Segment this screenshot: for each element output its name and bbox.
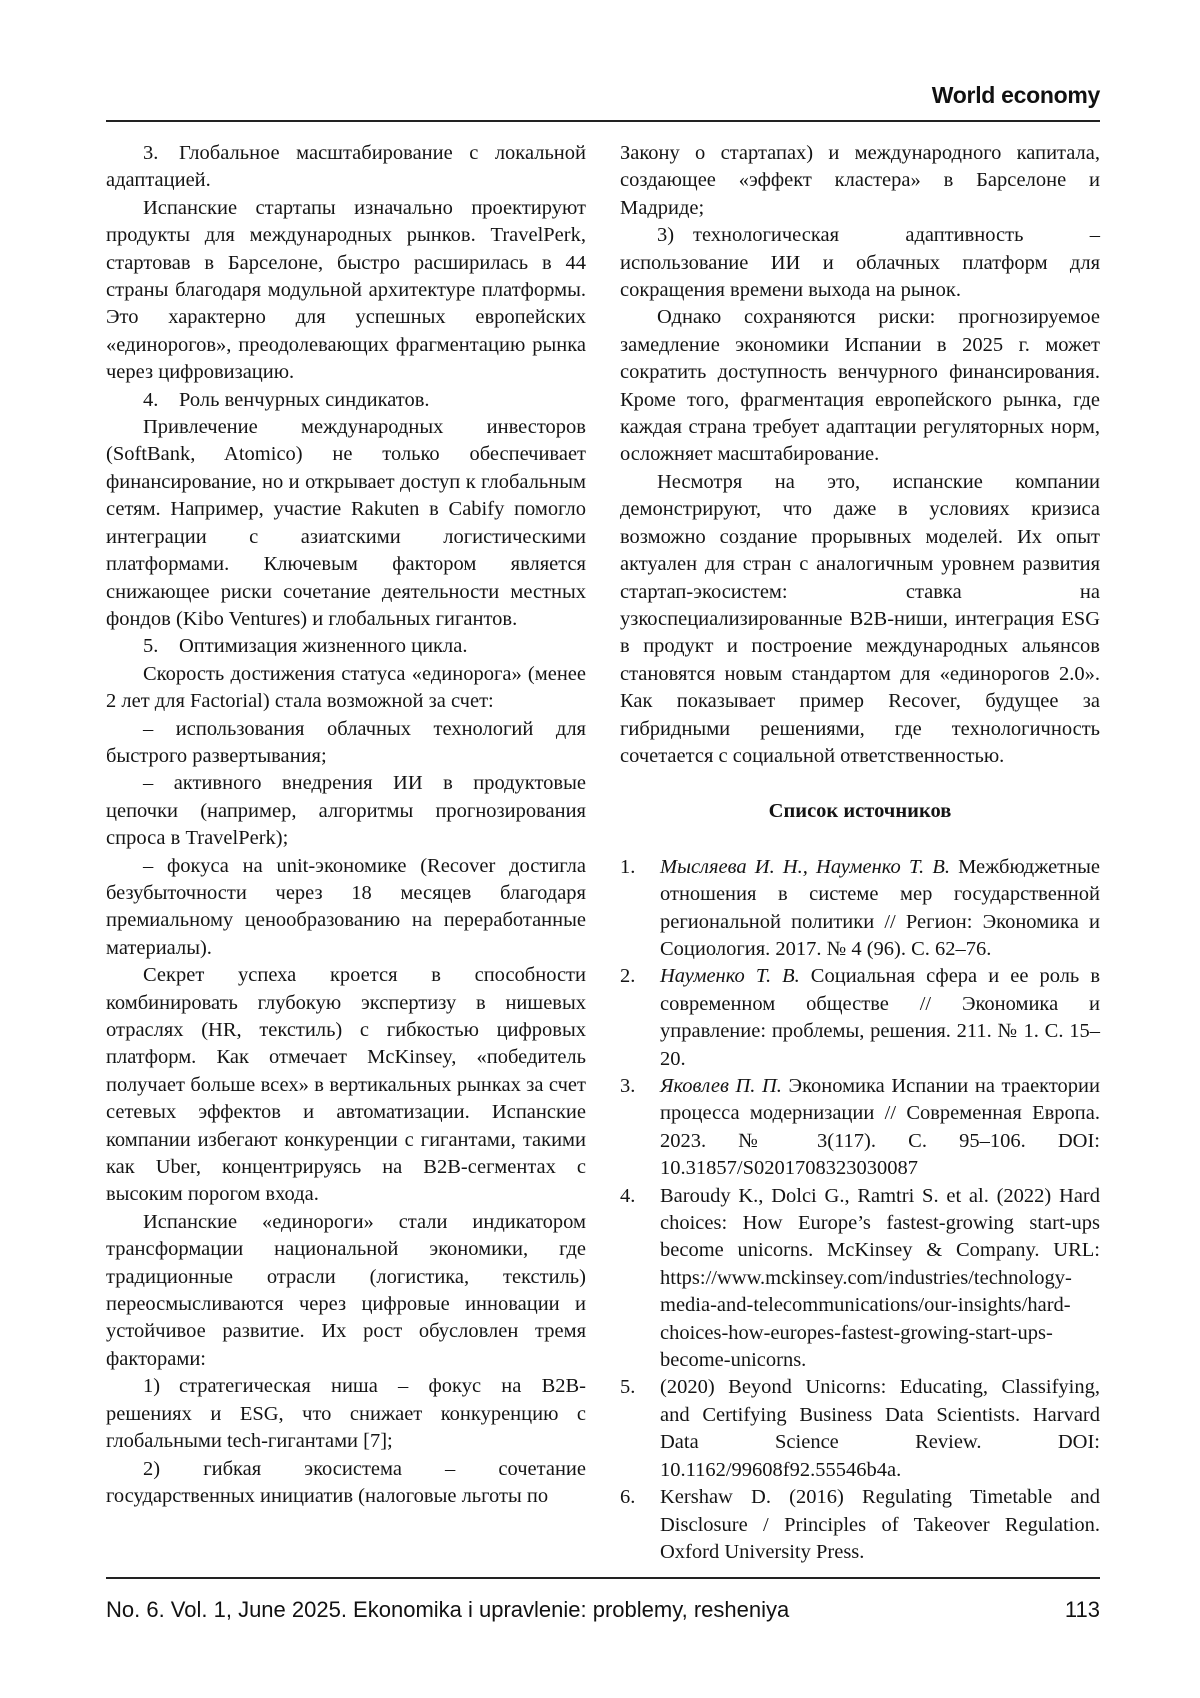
reference-number: 3. [620,1075,636,1097]
page-number: 113 [1064,1597,1100,1622]
reference-body: Межбюджетные отношения в системе мер государственной региональной политики // Регион: Экономика и Социология. 2017. № 4 (96). С. 62–76. [660,855,1100,960]
reference-item [620,1374,1100,1484]
paragraph: Испанские «единороги» стали индикатором трансформации национальной экономики, где традиционные отрасли (логистика, текстиль) переосмысливаются через цифровые инновации и устойчивое развитие. Их рост обусловлен тремя факторами: [106,1210,586,1370]
reference-item [620,1073,1100,1183]
reference-authors: Науменко Т. В. [660,965,800,988]
reference-authors: Яковлев П. П. [660,1075,782,1097]
left-column [106,140,586,1510]
page-footer [106,1597,1100,1623]
item-number: 3. [143,142,159,164]
reference-number: 6. [620,1486,636,1509]
reference-body: Социальная сфера и ее роль в современном обществе // Экономика и управление: проблемы, решения. 211. № 1. С. 15–20. [660,965,1100,1070]
reference-item [620,1183,1100,1375]
reference-body: Kershaw D. (2016) Regulating Timetable and Disclosure / Principles of Takeover Regulation. Oxford University Press. [660,1486,1100,1563]
item-number: 1) [143,1375,161,1398]
reference-authors: Мысляева И. Н., Науменко Т. В. [660,855,950,878]
header-rule [106,120,1100,122]
paragraph: Испанские стартапы изначально проектируют продукты для международных рынков. TravelPerk, стартовав в Барселоне, быстро расширилась в 44 страны благодаря модульной архитектуре платформы. Это характерно для успешных европейских «единорогов», преодолевающих фрагментацию рынка через цифровизацию. [106,196,586,384]
reference-item [620,1484,1100,1566]
list-item: – использования облачных технологий для быстрого развертывания; [106,717,586,767]
paragraph: Привлечение международных инвесторов (SoftBank, Atomico) не только обеспечивает финансирование, но и открывает доступ к глобальным сетям. Например, участие Rakuten в Cabify помогло интеграции с азиатскими логистическими платформами. Ключевым фактором является снижающее риски сочетание деятельности местных фондов (Kibo Ventures) и глобальных гигантов. [106,416,586,630]
running-head-section: World economy [931,82,1100,108]
paragraph: Несмотря на это, испанские компании демонстрируют, что даже в условиях кризиса возможно создание прорывных моделей. Их опыт актуален для стран с аналогичным уровнем развития стартап-экосистем: ставка на узкоспециализированные B2B-ниши, интеграция ESG в продукт и построение международных альянсов становятся новым стандартом для «единорогов 2.0». Как показывает пример Recover, будущее за гибридными решениями, где технологичность сочетается с социальной ответственностью. [620,470,1100,767]
numbered-heading [106,387,586,414]
item-text: технологическая адаптивность – использование ИИ и облачных платформ для сокращения времени выхода на рынок. [620,224,1100,302]
paragraph: Скорость достижения статуса «единорога» (менее 2 лет для Factorial) стала возможной за счет: [106,662,586,713]
reference-number: 2. [620,965,636,988]
list-item: – фокуса на unit-экономике (Recover достигла безубыточности через 18 месяцев благодаря премиальному ценообразованию на переработанные материалы). [106,854,586,959]
item-text: стратегическая ниша – фокус на B2B-решениях и ESG, что снижает конкуренцию с глобальными tech-гигантами [7]; [106,1375,586,1453]
reference-text [660,963,1100,1073]
right-column [620,140,1100,1566]
reference-number: 5. [620,1376,636,1399]
numbered-list-item [620,222,1100,304]
numbered-heading [106,140,586,195]
reference-body: (2020) Beyond Unicorns: Educating, Classifying, and Certifying Business Data Scientists. Harvard Data Science Review. DOI: 10.1162/99608f92.55546b4a. [660,1376,1100,1481]
paragraph: Секрет успеха кроется в способности комбинировать глубокую экспертизу в нишевых отраслях (HR, текстиль) с гибкостью цифровых платформ. Как отмечает McKinsey, «победитель получает больше всех» в вертикальных рынках за счет сетевых эффектов и автоматизации. Испанские компании избегают конкуренции с гигантами, такими как Uber, концентрируясь на B2B-сегментах с высоким порогом входа. [106,964,586,1206]
reference-text [660,1183,1100,1375]
numbered-list-item: 2) гибкая экосистема – сочетание государственных инициатив (налоговые льготы по [106,1457,586,1507]
reference-text [660,1484,1100,1566]
item-number: 4. [143,388,159,411]
item-number: 5. [143,635,159,658]
reference-text [660,1073,1100,1183]
paragraph: Однако сохраняются риски: прогнозируемое замедление экономики Испании в 2025 г. может сократить доступность венчурного финансирования. Кроме того, фрагментация европейского рынка, где каждая страна требует адаптации регуляторных норм, осложняет масштабирование. [620,306,1100,466]
heading-text: Роль венчурных синдикатов. [179,388,430,411]
reference-text [660,1374,1100,1484]
list-item: – активного внедрения ИИ в продуктовые цепочки (например, алгоритмы прогнозирования спроса в TravelPerk); [106,772,586,850]
references-heading: Список источников [768,800,952,823]
reference-number: 4. [620,1184,636,1207]
reference-number: 1. [620,855,636,878]
journal-citation: No. 6. Vol. 1, June 2025. Ekonomika i upravlenie: problemy, resheniya [106,1597,790,1622]
references-list [620,854,1100,1567]
heading-text: Глобальное масштабирование с локальной адаптацией. [106,142,586,192]
reference-body: Экономика Испании на траектории процесса модернизации // Современная Европа. 2023. № 3(117). С. 95–106. DOI: 10.31857/S0201708323030087 [660,1075,1100,1180]
item-number: 3) [657,224,675,247]
reference-body: Baroudy K., Dolci G., Ramtri S. et al. (2022) Hard choices: How Europe’s fastest-growing start-ups become unicorns. McKinsey & Company. URL: https://www.mckinsey.com/industries/technology-media-and-telecommunications/our-insights/hard-choices-how-europes-fastest-growing-start-ups-become-unicorns. [660,1184,1100,1372]
reference-item [620,963,1100,1073]
paragraph-continued: Закону о стартапах) и международного капитала, создающее «эффект кластера» в Барселоне и Мадриде; [620,142,1100,219]
reference-item [620,854,1100,964]
numbered-heading [106,633,586,660]
heading-text: Оптимизация жизненного цикла. [179,635,468,658]
footer-rule [106,1577,1100,1579]
numbered-list-item [106,1373,586,1455]
reference-text [660,854,1100,964]
